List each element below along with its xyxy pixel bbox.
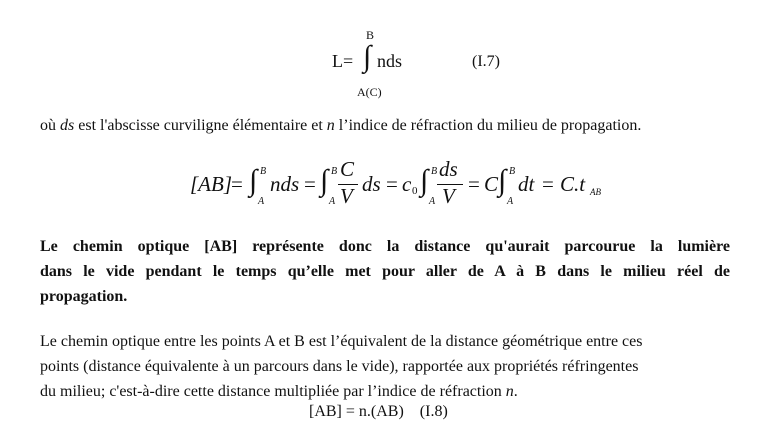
- eq-nds: nds: [270, 172, 300, 196]
- eq-ct: C.t: [560, 172, 586, 196]
- eq-ab: [AB]: [190, 172, 232, 196]
- integrand: nds: [377, 51, 403, 71]
- integral-lower-limit: A(C): [357, 85, 382, 99]
- fraction-denominator: V: [340, 184, 353, 208]
- paragraph-optical-path: Le chemin optique entre les points A et B est l’équivalent de la distance géométrique entre ces points (distance équivalente à un parcours dans le vide), rapportée aux propriétés réfringentes du milieu; c'est-à-dire cette distance multipliée par l’indice de réfraction n.: [40, 333, 643, 400]
- fraction-denominator: V: [442, 184, 455, 208]
- integral-sign: ∫: [320, 164, 329, 197]
- fraction-numerator: C: [340, 157, 355, 181]
- fraction-numerator: ds: [439, 157, 458, 181]
- integral-sign: ∫: [420, 164, 429, 197]
- integral-sign: ∫: [249, 164, 258, 197]
- bold-paragraph: Le chemin optique [AB] représente donc la distance qu'aurait parcourue la lumière dans le vide pendant le temps qu’elle met pour aller de A à B dans le milieu réel de propagation.: [40, 238, 730, 305]
- path-length-symbol: L=: [332, 51, 354, 71]
- equation-I8: [AB] = n.(AB) (I.8): [309, 403, 448, 420]
- integral-sign: ∫: [498, 164, 507, 197]
- integral-upper-limit: B: [366, 28, 375, 42]
- equation-number: (I.7): [472, 53, 500, 70]
- sentence-ds-definition: où ds est l'abscisse curviligne élémentaire et n l’indice de réfraction du milieu de propagation.: [40, 117, 642, 134]
- integral-sign: ∫: [363, 40, 372, 73]
